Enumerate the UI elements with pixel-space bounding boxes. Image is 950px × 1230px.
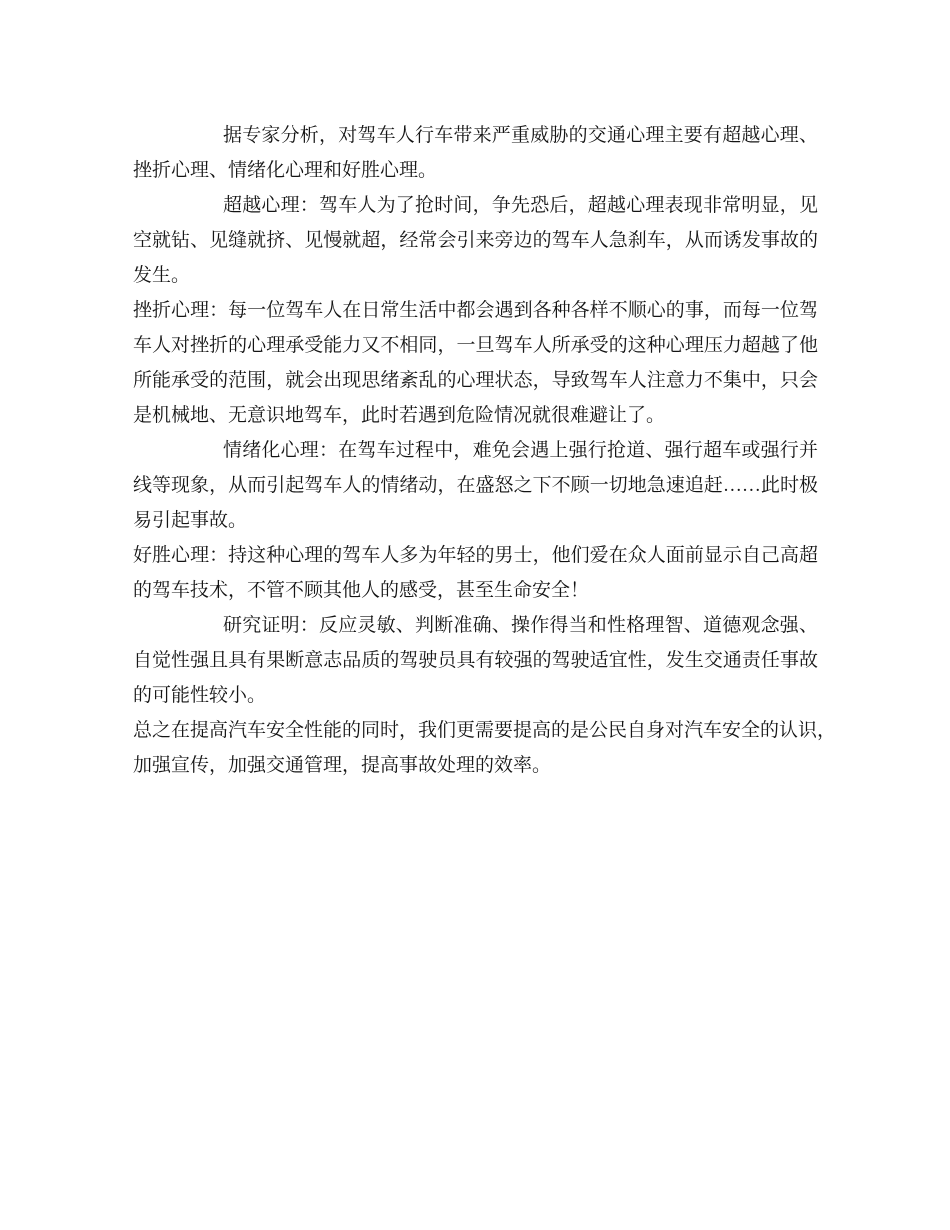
text-line: 车人对挫折的心理承受能力又不相同，一旦驾车人所承受的这种心理压力超越了他	[133, 335, 818, 356]
text-line: 易引起事故。	[133, 510, 248, 531]
text-line: 挫折心理：每一位驾车人在日常生活中都会遇到各种各样不顺心的事，而每一位驾	[133, 300, 818, 321]
text-line: 发生。	[133, 265, 191, 286]
text-line: 所能承受的范围，就会出现思绪紊乱的心理状态，导致驾车人注意力不集中，只会	[133, 370, 818, 391]
text-line: 超越心理：驾车人为了抢时间，争先恐后，超越心理表现非常明显，见	[223, 195, 818, 216]
text-line: 的可能性较小。	[133, 685, 267, 706]
text-line: 研究证明：反应灵敏、判断准确、操作得当和性格理智、道德观念强、	[223, 615, 818, 636]
text-line: 好胜心理：持这种心理的驾车人多为年轻的男士，他们爱在众人面前显示自己高超	[133, 545, 818, 566]
text-line: 空就钻、见缝就挤、见慢就超，经常会引来旁边的驾车人急刹车，从而诱发事故的	[133, 230, 818, 251]
text-line: 据专家分析，对驾车人行车带来严重威胁的交通心理主要有超越心理、	[223, 125, 818, 146]
text-line: 线等现象，从而引起驾车人的情绪动，在盛怒之下不顾一切地急速追赶……此时极	[133, 475, 818, 496]
text-line: 总之在提高汽车安全性能的同时，我们更需要提高的是公民自身对汽车安全的认识，	[133, 720, 837, 741]
document-text-block	[133, 118, 837, 783]
text-line: 的驾车技术，不管不顾其他人的感受，甚至生命安全！	[133, 580, 590, 601]
text-line: 自觉性强且具有果断意志品质的驾驶员具有较强的驾驶适宜性，发生交通责任事故	[133, 650, 818, 671]
text-line: 加强宣传，加强交通管理，提高事故处理的效率。	[133, 755, 552, 776]
text-line: 挫折心理、情绪化心理和好胜心理。	[133, 160, 438, 181]
text-line: 是机械地、无意识地驾车，此时若遇到危险情况就很难避让了。	[133, 405, 666, 426]
text-line: 情绪化心理：在驾车过程中，难免会遇上强行抢道、强行超车或强行并	[223, 440, 818, 461]
